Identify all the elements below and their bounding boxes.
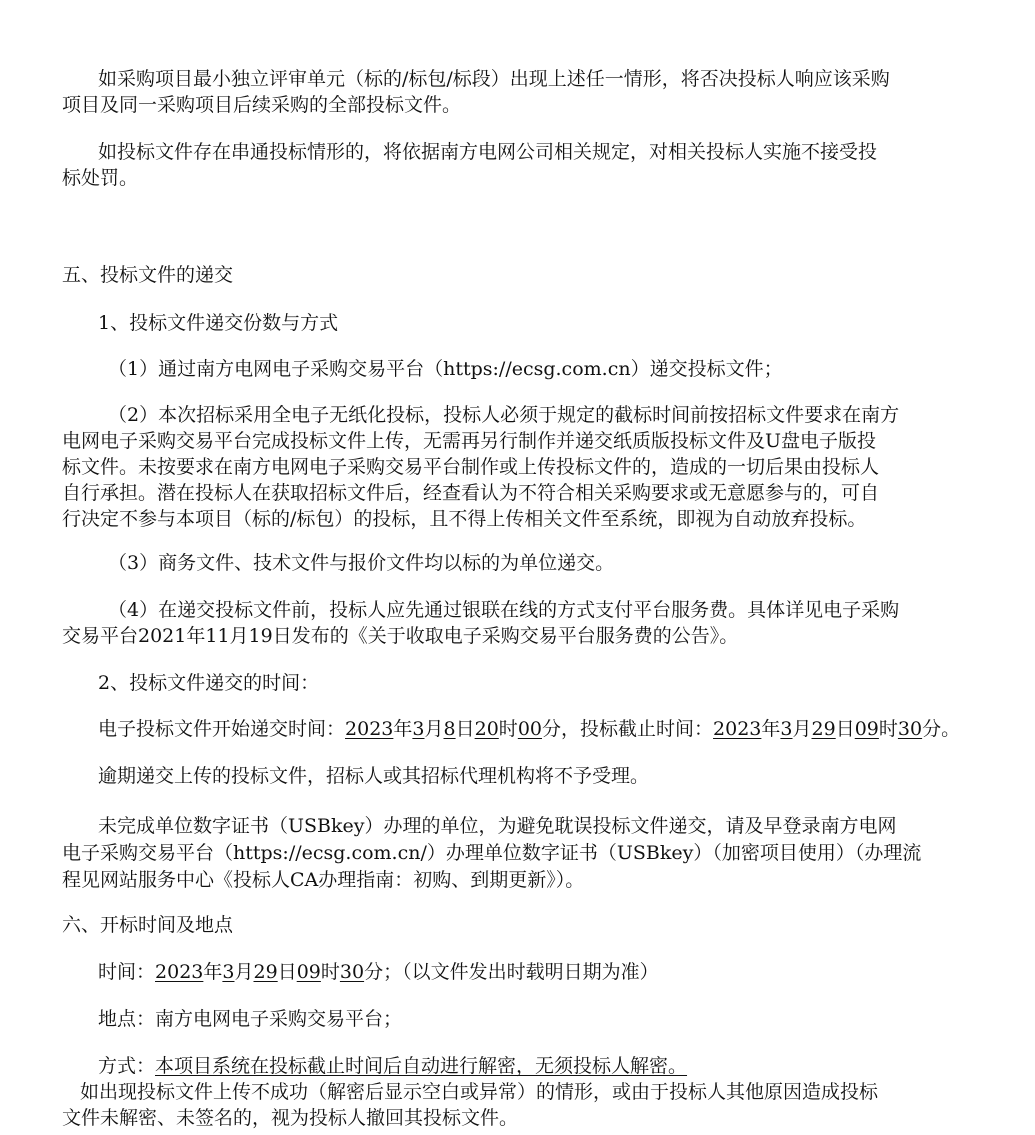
item2-line5: 行决定不参与本项目（标的/标包）的投标，且不得上传相关文件至系统，即视为自动放弃投标。 — [62, 508, 867, 530]
day-char: 日 — [277, 961, 297, 983]
para-reject-line1: 如采购项目最小独立评审单元（标的/标包/标段）出现上述任一情形，将否决投标人响应该采购 — [98, 68, 890, 90]
year-char: 年 — [761, 718, 781, 740]
hour-char: 时 — [320, 961, 340, 983]
section6-heading: 六、开标时间及地点 — [62, 914, 234, 936]
fail-line2: 文件未解密、未签名的，视为投标人撤回其投标文件。 — [62, 1107, 519, 1129]
year-char: 年 — [393, 718, 413, 740]
item2-line4: 自行承担。潜在投标人在获取招标文件后，经查看认为不符合相关采购要求或无意愿参与的，可自 — [62, 482, 880, 504]
month-char: 月 — [424, 718, 444, 740]
opening-hour: 09 — [296, 961, 321, 983]
item2-line3: 标文件。未按要求在南方电网电子采购交易平台制作或上传投标文件的，造成的一切后果由投标人 — [62, 456, 880, 478]
deadline-label: 投标截止时间： — [580, 718, 714, 740]
start-day: 8 — [443, 718, 456, 740]
cert-line1: 未完成单位数字证书（USBkey）办理的单位，为避免耽误投标文件递交，请及早登录南方电网 — [98, 815, 897, 837]
opening-minute: 30 — [339, 961, 365, 983]
minute-char: 分。 — [922, 718, 961, 740]
item4-line2: 交易平台2021年11月19日发布的《关于收取电子采购交易平台服务费的公告》。 — [62, 625, 739, 647]
opening-method-line — [98, 1053, 687, 1079]
hour-char: 时 — [878, 718, 898, 740]
opening-time-note: （以文件发出时载明日期为准） — [402, 961, 659, 983]
start-hour: 20 — [474, 718, 499, 740]
day-char: 日 — [835, 718, 855, 740]
sub2-heading: 2、投标文件递交的时间： — [98, 672, 320, 694]
end-hour: 09 — [854, 718, 879, 740]
para-reject-line2: 项目及同一采购项目后续采购的全部投标文件。 — [62, 94, 462, 116]
method-label: 方式： — [98, 1055, 156, 1077]
opening-time-label: 时间： — [98, 961, 156, 983]
cert-line3: 程见网站服务中心《投标人CA办理指南：初购、到期更新》）。 — [62, 869, 585, 891]
cert-line2: 电子采购交易平台（https://ecsg.com.cn/）办理单位数字证书（USBkey）（加密项目使用）（办理流 — [62, 842, 922, 864]
opening-month: 3 — [222, 961, 235, 983]
end-month: 3 — [780, 718, 793, 740]
opening-place: 地点：南方电网电子采购交易平台； — [98, 1008, 403, 1030]
section5-heading: 五、投标文件的递交 — [62, 264, 234, 286]
day-char: 日 — [455, 718, 475, 740]
fail-line1: 如出现投标文件上传不成功（解密后显示空白或异常）的情形，或由于投标人其他原因造成投标 — [80, 1081, 879, 1103]
month-char: 月 — [234, 961, 254, 983]
year-char: 年 — [203, 961, 223, 983]
item4-line1: （4）在递交投标文件前，投标人应先通过银联在线的方式支付平台服务费。具体详见电子采购 — [108, 599, 900, 621]
end-minute: 30 — [897, 718, 923, 740]
sub1-heading: 1、投标文件递交份数与方式 — [98, 312, 339, 334]
hour-char: 时 — [498, 718, 518, 740]
opening-year: 2023 — [155, 961, 204, 983]
end-day: 29 — [811, 718, 836, 740]
late-submission-text: 逾期递交上传的投标文件，招标人或其招标代理机构将不予受理。 — [98, 765, 650, 787]
start-time-label: 电子投标文件开始递交时间： — [98, 718, 346, 740]
month-char: 月 — [792, 718, 812, 740]
start-year: 2023 — [345, 718, 394, 740]
minute-char: 分， — [542, 718, 581, 740]
para-collusion-line1: 如投标文件存在串通投标情形的，将依据南方电网公司相关规定，对相关投标人实施不接受投 — [98, 141, 878, 163]
end-year: 2023 — [713, 718, 762, 740]
item3-text: （3）商务文件、技术文件与报价文件均以标的为单位递交。 — [108, 552, 615, 574]
start-month: 3 — [412, 718, 425, 740]
item2-line1: （2）本次招标采用全电子无纸化投标，投标人必须于规定的截标时间前按招标文件要求在南方 — [108, 404, 900, 426]
opening-day: 29 — [253, 961, 278, 983]
item1-text: （1）通过南方电网电子采购交易平台（https://ecsg.com.cn）递交投标文件； — [108, 358, 783, 380]
start-minute: 00 — [517, 718, 542, 740]
method-text: 本项目系统在投标截止时间后自动进行解密，无须投标人解密。 — [155, 1055, 688, 1077]
opening-time-line — [98, 959, 659, 985]
para-collusion-line2: 标处罚。 — [62, 167, 139, 189]
submission-time-line — [98, 716, 960, 742]
minute-char: 分； — [364, 961, 403, 983]
item2-line2: 电网电子采购交易平台完成投标文件上传，无需再另行制作并递交纸质版投标文件及U盘电子版投 — [62, 430, 877, 452]
